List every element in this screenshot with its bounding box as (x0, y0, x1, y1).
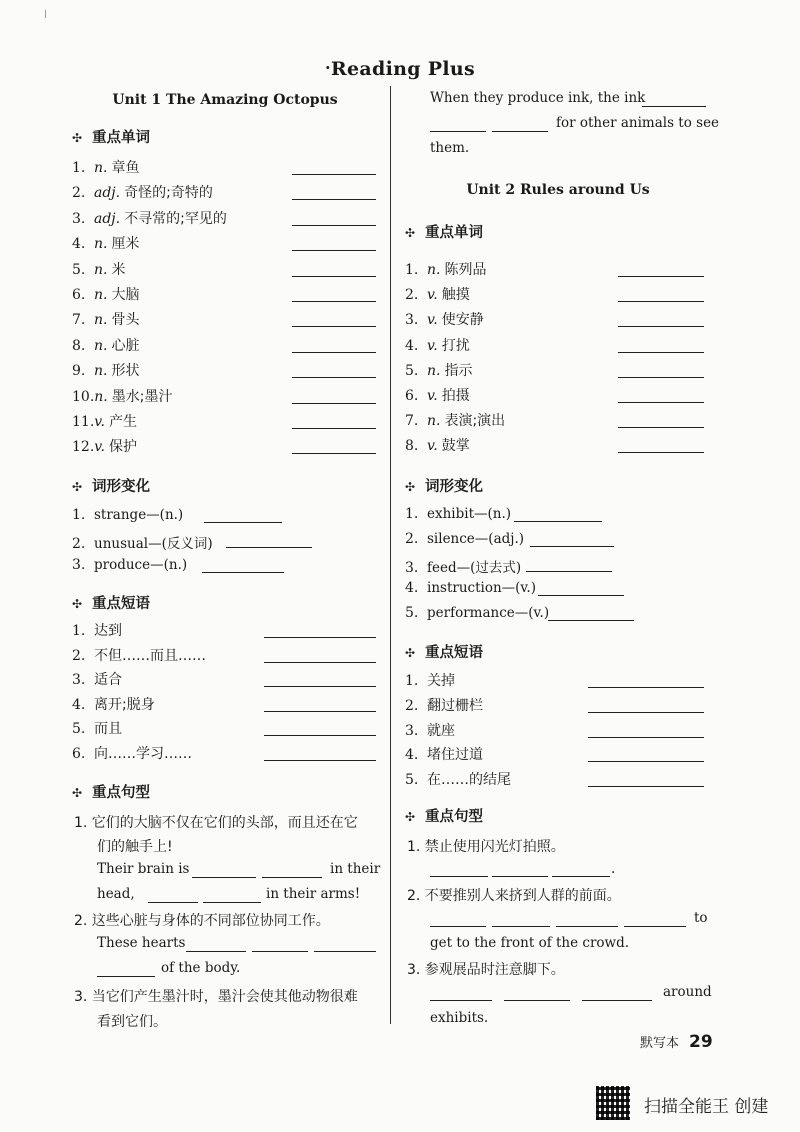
form-prompt: feed—(过去式) (427, 559, 522, 576)
answer-blank[interactable] (292, 276, 376, 277)
word-item (72, 233, 139, 253)
word-item (72, 182, 213, 202)
part-of-speech: n. (94, 363, 108, 380)
answer-blank[interactable] (492, 926, 550, 927)
sentence-3-en-cont-a: When they produce ink, the ink (430, 90, 646, 106)
item-number: 4. (72, 696, 86, 713)
answer-blank[interactable] (504, 1000, 570, 1001)
word-item (72, 335, 139, 355)
r-sentence-2-cn: 2. 不要推别人来挤到人群的前面。 (407, 888, 621, 904)
form-prompt: unusual—(反义词) (94, 536, 213, 552)
answer-blank[interactable] (252, 951, 308, 952)
answer-blank[interactable] (292, 453, 376, 454)
answer-blank[interactable] (292, 250, 376, 251)
answer-blank[interactable] (292, 225, 376, 226)
word-meaning: 不寻常的;罕见的 (124, 210, 227, 227)
margin-mark (45, 10, 46, 18)
answer-blank[interactable] (203, 902, 261, 903)
answer-blank[interactable] (204, 522, 282, 523)
r-sentence-1-cn: 1. 禁止使用闪光灯拍照。 (407, 839, 565, 855)
sentence-1-en-b1: head, (97, 886, 135, 902)
answer-blank[interactable] (556, 926, 618, 927)
answer-blank[interactable] (264, 760, 376, 761)
answer-blank[interactable] (492, 876, 548, 877)
sentence-1-en-a2: in their (330, 861, 381, 877)
item-number: 5. (405, 362, 419, 379)
column-divider (390, 86, 391, 1024)
item-number: 8. (72, 337, 86, 354)
answer-blank[interactable] (618, 402, 704, 403)
item-number: 1. (405, 673, 419, 689)
part-of-speech: n. (427, 362, 441, 379)
answer-blank[interactable] (430, 1000, 492, 1001)
page-title: ·Reading Plus (325, 58, 475, 80)
answer-blank[interactable] (538, 595, 624, 596)
answer-blank[interactable] (292, 403, 376, 404)
item-number: 5. (405, 772, 419, 789)
answer-blank[interactable] (292, 377, 376, 378)
item-number: 4. (405, 337, 419, 354)
item-number: 5. (405, 605, 419, 622)
answer-blank[interactable] (642, 106, 706, 107)
answer-blank[interactable] (618, 326, 704, 327)
item-number: 3. (72, 557, 86, 573)
sentence-3-en-cont-b: for other animals to see (556, 115, 720, 131)
form-prompt: exhibit—(n.) (427, 506, 512, 522)
item-number: 7. (405, 413, 419, 430)
word-meaning: 形状 (111, 363, 140, 380)
word-item (72, 259, 125, 279)
item-number: 4. (72, 236, 86, 253)
answer-blank[interactable] (292, 352, 376, 353)
sentence-2-cn: 2. 这些心脏与身体的不同部位协同工作。 (74, 913, 330, 929)
word-meaning: 触摸 (441, 287, 470, 304)
item-number: 1. (72, 507, 86, 523)
word-item (72, 208, 227, 228)
word-item (405, 309, 484, 329)
answer-blank[interactable] (514, 521, 602, 522)
r-sentence-3-en-b: exhibits. (430, 1010, 489, 1026)
part-of-speech: v. (427, 388, 438, 404)
item-number: 1. (72, 160, 86, 176)
item-number: 2. (72, 536, 86, 552)
answer-blank[interactable] (582, 1000, 652, 1001)
answer-blank[interactable] (618, 427, 704, 428)
unit-1-title: Unit 1 The Amazing Octopus (112, 92, 338, 108)
item-number: 10. (72, 388, 95, 405)
phrase-item (405, 695, 483, 715)
word-meaning: 章鱼 (111, 160, 140, 176)
item-number: 6. (72, 287, 86, 303)
answer-blank[interactable] (292, 301, 376, 302)
phrase-meaning: 堵住过道 (427, 747, 483, 764)
phrase-meaning: 向……学习…… (94, 746, 192, 762)
part-of-speech: n. (94, 388, 108, 405)
answer-blank[interactable] (264, 735, 376, 736)
section-heading-forms-2: ✣ 词形变化 (405, 479, 483, 495)
form-item (405, 531, 524, 547)
word-item (405, 259, 486, 279)
part-of-speech: v. (94, 414, 105, 430)
answer-blank[interactable] (588, 786, 704, 787)
answer-blank[interactable] (264, 662, 376, 663)
section-heading-phrases-2: ✣ 重点短语 (405, 645, 483, 661)
watermark-text: 扫描全能王 创建 (644, 1097, 769, 1117)
answer-blank[interactable] (148, 902, 198, 903)
word-meaning: 厘米 (111, 236, 140, 253)
phrase-item (405, 720, 455, 740)
sentence-3-cn-b: 看到它们。 (97, 1014, 167, 1030)
phrase-item (72, 743, 192, 763)
phrase-meaning: 达到 (94, 623, 122, 639)
answer-blank[interactable] (430, 131, 486, 132)
form-item (72, 532, 213, 552)
sentence-1-en-b2: in their arms! (266, 886, 361, 902)
clover-icon: ✣ (405, 810, 416, 824)
sentence-3-cn-a: 3. 当它们产生墨汁时，墨汁会使其他动物很难 (74, 989, 358, 1005)
phrase-item (405, 670, 455, 690)
word-meaning: 表演;演出 (444, 413, 506, 430)
form-item (405, 506, 511, 522)
word-meaning: 拍摄 (441, 388, 470, 404)
form-prompt: performance—(v.) (427, 605, 550, 622)
section-heading-sentences-1: ✣ 重点句型 (72, 785, 150, 801)
form-prompt: instruction—(v.) (427, 580, 536, 597)
part-of-speech: v. (427, 337, 438, 354)
word-item (405, 435, 470, 455)
word-meaning: 指示 (444, 362, 473, 379)
word-meaning: 墨水;墨汁 (111, 388, 173, 405)
answer-blank[interactable] (264, 637, 376, 638)
footer-label: 默写本 (640, 1036, 680, 1051)
section-heading-sentences-2: ✣ 重点句型 (405, 809, 483, 825)
answer-blank[interactable] (548, 620, 634, 621)
word-meaning: 心脏 (111, 337, 140, 354)
item-number: 3. (72, 210, 86, 227)
form-item (72, 507, 183, 523)
answer-blank[interactable] (186, 951, 246, 952)
unit-2-title: Unit 2 Rules around Us (466, 182, 650, 198)
item-number: 8. (405, 438, 419, 455)
phrase-item (72, 620, 122, 640)
phrase-meaning: 在……的结尾 (427, 772, 511, 789)
item-number: 12. (72, 439, 95, 456)
clover-icon: ✣ (72, 480, 83, 494)
word-item (405, 284, 470, 304)
word-item (405, 360, 472, 380)
word-item (405, 410, 505, 430)
item-number: 4. (405, 580, 419, 597)
phrase-meaning: 翻过栅栏 (427, 697, 483, 714)
part-of-speech: n. (94, 337, 108, 354)
sentence-1-en-a1: Their brain is (97, 861, 190, 877)
phrase-meaning: 而且 (94, 721, 122, 738)
item-number: 11. (72, 414, 95, 430)
phrase-item (72, 669, 122, 689)
answer-blank[interactable] (492, 131, 548, 132)
sentence-2-en-a: These hearts (97, 935, 186, 951)
word-item (72, 411, 137, 431)
answer-blank[interactable] (202, 572, 284, 573)
part-of-speech: n. (427, 413, 441, 430)
word-meaning: 打扰 (441, 337, 470, 354)
part-of-speech: v. (427, 438, 438, 455)
answer-blank[interactable] (292, 326, 376, 327)
answer-blank[interactable] (618, 301, 704, 302)
answer-blank[interactable] (292, 199, 376, 200)
item-number: 6. (72, 746, 86, 762)
page-number: 29 (689, 1032, 713, 1052)
sentence-2-en-b: of the body. (161, 960, 241, 976)
part-of-speech: n. (427, 262, 441, 278)
word-meaning: 使安静 (441, 312, 484, 329)
section-heading-words-2: ✣ 重点单词 (405, 225, 483, 241)
part-of-speech: n. (94, 287, 108, 303)
item-number: 2. (72, 185, 86, 202)
answer-blank[interactable] (262, 877, 322, 878)
clover-icon: ✣ (72, 131, 83, 145)
phrase-item (72, 718, 122, 738)
form-item (405, 556, 521, 576)
part-of-speech: n. (94, 312, 108, 329)
answer-blank[interactable] (618, 276, 704, 277)
word-meaning: 鼓掌 (441, 438, 470, 455)
form-item (405, 605, 549, 621)
part-of-speech: v. (427, 312, 438, 329)
answer-blank[interactable] (226, 547, 312, 548)
answer-blank[interactable] (314, 951, 376, 952)
answer-blank[interactable] (292, 428, 376, 429)
r-sentence-2-en-b: get to the front of the crowd. (430, 935, 630, 951)
form-item (72, 557, 187, 573)
word-item (405, 385, 470, 405)
item-number: 2. (72, 647, 86, 664)
phrase-item (72, 645, 206, 665)
phrase-meaning: 适合 (94, 672, 122, 689)
word-meaning: 保护 (108, 439, 137, 456)
word-item (72, 386, 172, 406)
item-number: 3. (405, 722, 419, 739)
answer-blank[interactable] (430, 926, 486, 927)
section-heading-words-1: ✣ 重点单词 (72, 130, 150, 146)
answer-blank[interactable] (526, 571, 612, 572)
answer-blank[interactable] (588, 712, 704, 713)
word-item (72, 360, 139, 380)
clover-icon: ✣ (405, 480, 416, 494)
part-of-speech: n. (94, 261, 108, 278)
answer-blank[interactable] (618, 352, 704, 353)
r-sentence-1-period: . (611, 861, 616, 877)
clover-icon: ✣ (72, 597, 83, 611)
item-number: 5. (72, 721, 86, 738)
answer-blank[interactable] (97, 976, 155, 977)
word-item (405, 335, 470, 355)
word-meaning: 产生 (108, 414, 137, 430)
item-number: 6. (405, 388, 419, 404)
sentence-1-cn-a: 1. 它们的大脑不仅在它们的头部，而且还在它 (74, 815, 358, 831)
page-footer (640, 1032, 713, 1052)
answer-blank[interactable] (552, 876, 610, 877)
answer-blank[interactable] (530, 546, 614, 547)
phrase-item (405, 744, 483, 764)
phrase-item (405, 769, 511, 789)
word-item (72, 436, 137, 456)
answer-blank[interactable] (618, 377, 704, 378)
answer-blank[interactable] (588, 687, 704, 688)
item-number: 4. (405, 747, 419, 764)
phrase-meaning: 就座 (427, 722, 455, 739)
phrase-item (72, 694, 155, 714)
word-meaning: 大脑 (111, 287, 140, 303)
answer-blank[interactable] (588, 761, 704, 762)
item-number: 1. (405, 262, 419, 278)
item-number: 1. (405, 506, 419, 522)
sentence-1-cn-b: 们的触手上! (97, 839, 173, 855)
item-number: 7. (72, 312, 86, 329)
item-number: 9. (72, 363, 86, 380)
answer-blank[interactable] (624, 926, 686, 927)
qr-code-icon (596, 1086, 630, 1120)
answer-blank[interactable] (292, 174, 376, 175)
phrase-meaning: 关掉 (427, 673, 455, 689)
item-number: 3. (405, 559, 419, 576)
section-heading-forms-1: ✣ 词形变化 (72, 479, 150, 495)
answer-blank[interactable] (264, 711, 376, 712)
item-number: 2. (405, 287, 419, 304)
part-of-speech: v. (427, 287, 438, 304)
answer-blank[interactable] (192, 877, 256, 878)
item-number: 2. (405, 697, 419, 714)
clover-icon: ✣ (405, 646, 416, 660)
word-meaning: 骨头 (111, 312, 140, 329)
item-number: 3. (72, 672, 86, 689)
answer-blank[interactable] (618, 452, 704, 453)
word-meaning: 陈列品 (444, 262, 487, 278)
part-of-speech: v. (94, 439, 105, 456)
item-number: 1. (72, 623, 86, 639)
word-meaning: 米 (111, 261, 126, 278)
form-prompt: strange—(n.) (94, 507, 184, 523)
scanner-watermark (596, 1086, 792, 1120)
phrase-meaning: 离开;脱身 (94, 696, 155, 713)
form-item (405, 580, 536, 596)
part-of-speech: n. (94, 236, 108, 253)
word-meaning: 奇怪的;奇特的 (124, 185, 213, 202)
clover-icon: ✣ (72, 786, 83, 800)
r-sentence-3-cn: 3. 参观展品时注意脚下。 (407, 962, 565, 978)
item-number: 2. (405, 530, 419, 547)
r-sentence-3-en-a: around (663, 984, 712, 1000)
section-heading-phrases-1: ✣ 重点短语 (72, 596, 150, 612)
sentence-3-en-cont-c: them. (430, 140, 470, 156)
answer-blank[interactable] (264, 686, 376, 687)
clover-icon: ✣ (405, 226, 416, 240)
part-of-speech: adj. (94, 185, 121, 202)
part-of-speech: n. (94, 160, 108, 176)
word-item (72, 284, 139, 304)
item-number: 3. (405, 312, 419, 329)
word-item (72, 157, 139, 177)
item-number: 5. (72, 261, 86, 278)
answer-blank[interactable] (430, 876, 488, 877)
phrase-meaning: 不但……而且…… (94, 647, 206, 664)
answer-blank[interactable] (588, 737, 704, 738)
part-of-speech: adj. (94, 210, 121, 227)
form-prompt: produce—(n.) (94, 557, 188, 573)
r-sentence-2-en-a: to (694, 910, 708, 926)
form-prompt: silence—(adj.) (427, 530, 524, 547)
word-item (72, 309, 139, 329)
